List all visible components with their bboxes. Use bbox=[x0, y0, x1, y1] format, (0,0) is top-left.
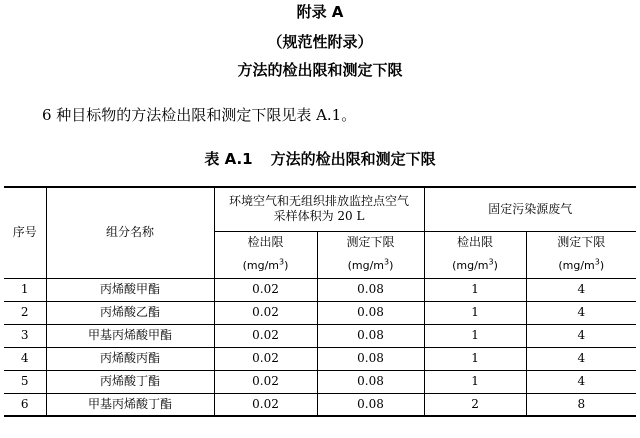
cell-air-detect: 0.02 bbox=[214, 370, 317, 393]
cell-name: 丙烯酸丁酯 bbox=[46, 370, 214, 393]
cell-src-detect: 1 bbox=[424, 301, 526, 324]
unit-src-detect: $(mg/m^3)$ bbox=[424, 254, 526, 278]
cell-src-detect: 1 bbox=[424, 324, 526, 347]
table-row bbox=[4, 370, 636, 393]
header-src-detect: 检出限 bbox=[424, 231, 526, 254]
cell-seq: 6 bbox=[4, 393, 46, 416]
cell-src-detect: 1 bbox=[424, 278, 526, 301]
cell-seq: 2 bbox=[4, 301, 46, 324]
cell-air-detect: 0.02 bbox=[214, 393, 317, 416]
cell-air-detect: 0.02 bbox=[214, 278, 317, 301]
header-row-group bbox=[4, 187, 636, 231]
cell-seq: 1 bbox=[4, 278, 46, 301]
table-row bbox=[4, 393, 636, 416]
cell-name: 丙烯酸丙酯 bbox=[46, 347, 214, 370]
cell-name: 甲基丙烯酸丁酯 bbox=[46, 393, 214, 416]
header-ambient-air bbox=[214, 187, 424, 231]
cell-air-quant: 0.08 bbox=[317, 347, 424, 370]
cell-src-quant: 4 bbox=[526, 370, 636, 393]
header-ambient-air-line2: 采样体积为 20 L bbox=[273, 209, 365, 224]
header-ambient-air-line1: 环境空气和无组织排放监控点空气 bbox=[229, 194, 410, 209]
cell-src-quant: 4 bbox=[526, 278, 636, 301]
cell-air-quant: 0.08 bbox=[317, 301, 424, 324]
table-row bbox=[4, 278, 636, 301]
cell-src-quant: 4 bbox=[526, 301, 636, 324]
header-src-quant: 测定下限 bbox=[526, 231, 636, 254]
header-stationary-source: 固定污染源废气 bbox=[424, 187, 636, 231]
cell-name: 丙烯酸乙酯 bbox=[46, 301, 214, 324]
cell-air-quant: 0.08 bbox=[317, 393, 424, 416]
table-row bbox=[4, 301, 636, 324]
appendix-name: 方法的检出限和测定下限 bbox=[237, 61, 403, 79]
unit-src-quant: $(mg/m^3)$ bbox=[526, 254, 636, 278]
unit-air-quant: $(mg/m^3)$ bbox=[317, 254, 424, 278]
table-caption-title: 方法的检出限和测定下限 bbox=[270, 150, 436, 168]
table-row bbox=[4, 347, 636, 370]
cell-src-quant: 4 bbox=[526, 347, 636, 370]
cell-seq: 4 bbox=[4, 347, 46, 370]
intro-paragraph: 6 种目标物的方法检出限和测定下限见表 A.1。 bbox=[42, 106, 357, 124]
cell-name: 甲基丙烯酸甲酯 bbox=[46, 324, 214, 347]
cell-air-quant: 0.08 bbox=[317, 324, 424, 347]
cell-seq: 5 bbox=[4, 370, 46, 393]
cell-air-quant: 0.08 bbox=[317, 278, 424, 301]
cell-air-detect: 0.02 bbox=[214, 324, 317, 347]
cell-air-quant: 0.08 bbox=[317, 370, 424, 393]
cell-air-detect: 0.02 bbox=[214, 301, 317, 324]
header-component: 组分名称 bbox=[46, 187, 214, 278]
table-row bbox=[4, 324, 636, 347]
header-air-detect: 检出限 bbox=[214, 231, 317, 254]
appendix-title: 附录 A bbox=[296, 3, 344, 21]
cell-src-detect: 2 bbox=[424, 393, 526, 416]
header-air-quant: 测定下限 bbox=[317, 231, 424, 254]
appendix-type: （规范性附录） bbox=[267, 33, 373, 51]
table-caption-number: 表 A.1 bbox=[204, 150, 253, 168]
cell-name: 丙烯酸甲酯 bbox=[46, 278, 214, 301]
cell-seq: 3 bbox=[4, 324, 46, 347]
unit-air-detect: $(mg/m^3)$ bbox=[214, 254, 317, 278]
header-seq: 序号 bbox=[4, 187, 46, 278]
cell-air-detect: 0.02 bbox=[214, 347, 317, 370]
cell-src-quant: 4 bbox=[526, 324, 636, 347]
table-caption bbox=[0, 150, 640, 168]
cell-src-detect: 1 bbox=[424, 370, 526, 393]
cell-src-detect: 1 bbox=[424, 347, 526, 370]
cell-src-quant: 8 bbox=[526, 393, 636, 416]
detection-limit-table bbox=[4, 186, 636, 417]
